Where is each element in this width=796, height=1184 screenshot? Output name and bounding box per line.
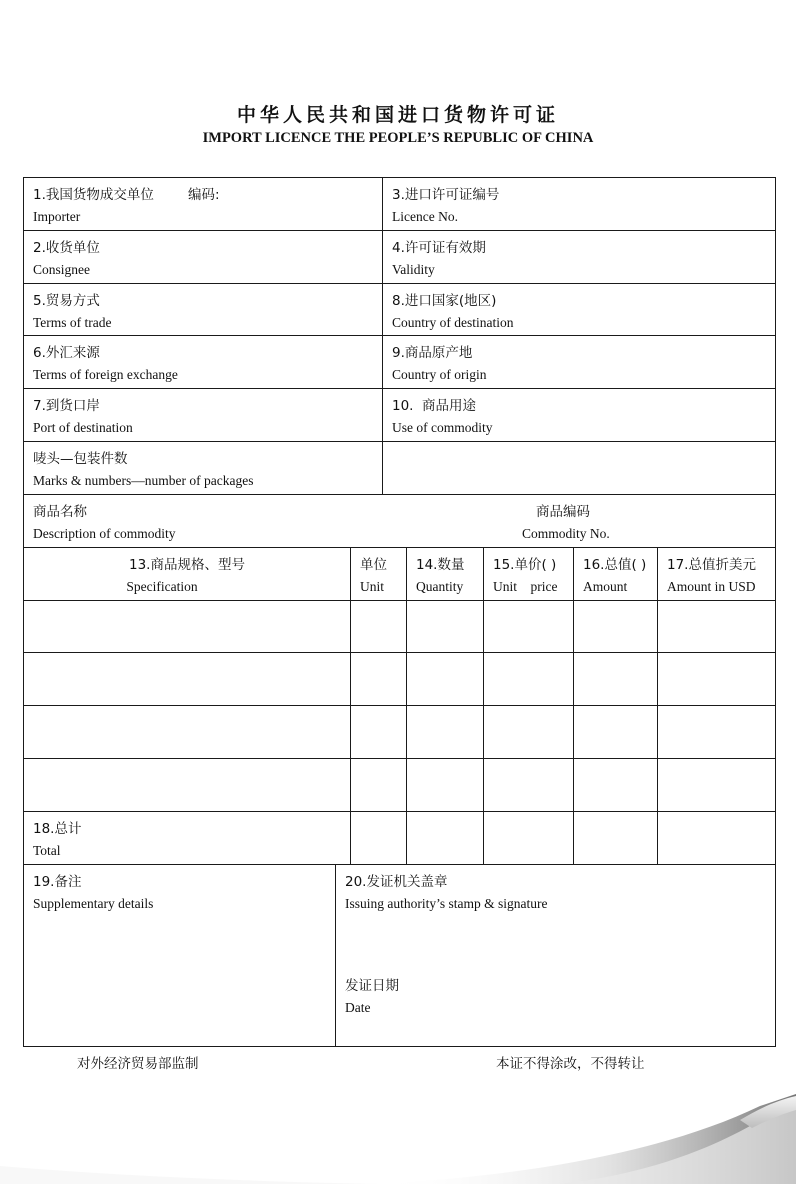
date-label-en: Date: [345, 1000, 371, 1015]
foreign-exchange-label-en: Terms of foreign exchange: [33, 367, 178, 382]
column-header-amount-en: Amount: [583, 579, 628, 594]
licence-no-label-en: Licence No.: [392, 209, 458, 224]
marks-label-cn: 唛头—包装件数: [33, 451, 128, 467]
column-header-amount-cn: 16.总值( ): [583, 557, 647, 573]
supplementary-label-cn: 19.备注: [33, 874, 82, 890]
column-header-quantity-cn: 14.数量: [416, 557, 465, 573]
terms-of-trade-label-en: Terms of trade: [33, 315, 112, 330]
column-header-specification-cn: 13.商品规格、型号: [129, 557, 245, 573]
column-header-unit-cn: 单位: [360, 557, 387, 573]
total-label-cn: 18.总计: [33, 821, 82, 837]
column-header-amount-usd-en: Amount in USD: [667, 579, 756, 594]
goods-row[interactable]: [24, 706, 775, 758]
commodity-no-label-cn: 商品编码: [536, 504, 590, 520]
total-label-en: Total: [33, 843, 61, 858]
terms-of-trade-label-cn: 5.贸易方式: [33, 293, 100, 309]
use-commodity-label-cn: 10. 商品用途: [392, 398, 477, 414]
document-title-english: IMPORT LICENCE THE PEOPLE’S REPUBLIC OF CHINA: [202, 130, 594, 146]
country-destination-label-en: Country of destination: [392, 315, 514, 330]
commodity-no-label-en: Commodity No.: [522, 526, 610, 541]
importer-code-label: 编码:: [188, 187, 220, 203]
port-destination-label-cn: 7.到货口岸: [33, 398, 100, 414]
foreign-exchange-label-cn: 6.外汇来源: [33, 345, 100, 361]
column-header-specification-en: Specification: [126, 579, 198, 594]
supplementary-label-en: Supplementary details: [33, 896, 154, 911]
importer-label-cn: 1.我国货物成交单位: [33, 187, 154, 203]
country-origin-label-en: Country of origin: [392, 367, 487, 382]
date-label-cn: 发证日期: [345, 978, 399, 994]
column-header-unit-en: Unit: [360, 579, 385, 594]
consignee-label-en: Consignee: [33, 262, 90, 277]
country-origin-label-cn: 9.商品原产地: [392, 345, 473, 361]
stamp-label-cn: 20.发证机关盖章: [345, 874, 448, 890]
description-label-cn: 商品名称: [33, 504, 87, 520]
column-header-unit-price-en: Unit price: [493, 579, 558, 594]
country-destination-label-cn: 8.进口国家(地区): [392, 293, 497, 309]
use-commodity-label-en: Use of commodity: [392, 420, 493, 435]
footer-supervisor-note: 对外经济贸易部监制: [77, 1056, 199, 1072]
goods-row[interactable]: [24, 601, 775, 652]
footer-no-alteration-note: 本证不得涂改，不得转让: [496, 1056, 645, 1072]
goods-row[interactable]: [24, 653, 775, 705]
goods-row[interactable]: [24, 759, 775, 811]
importer-label-en: Importer: [33, 209, 81, 224]
column-header-quantity-en: Quantity: [416, 579, 464, 594]
marks-label-en: Marks & numbers—number of packages: [33, 473, 254, 488]
column-header-unit-price-cn: 15.单价( ): [493, 557, 557, 573]
stamp-label-en: Issuing authority’s stamp & signature: [345, 896, 548, 911]
consignee-label-cn: 2.收货单位: [33, 240, 100, 256]
validity-label-en: Validity: [392, 262, 435, 277]
validity-label-cn: 4.许可证有效期: [392, 240, 486, 256]
document-title-chinese: 中华人民共和国进口货物许可证: [236, 104, 559, 126]
column-header-amount-usd-cn: 17.总值折美元: [667, 557, 756, 573]
description-label-en: Description of commodity: [33, 526, 176, 541]
page-curl-decoration: [0, 1080, 796, 1184]
port-destination-label-en: Port of destination: [33, 420, 133, 435]
licence-no-label-cn: 3.进口许可证编号: [392, 187, 500, 203]
